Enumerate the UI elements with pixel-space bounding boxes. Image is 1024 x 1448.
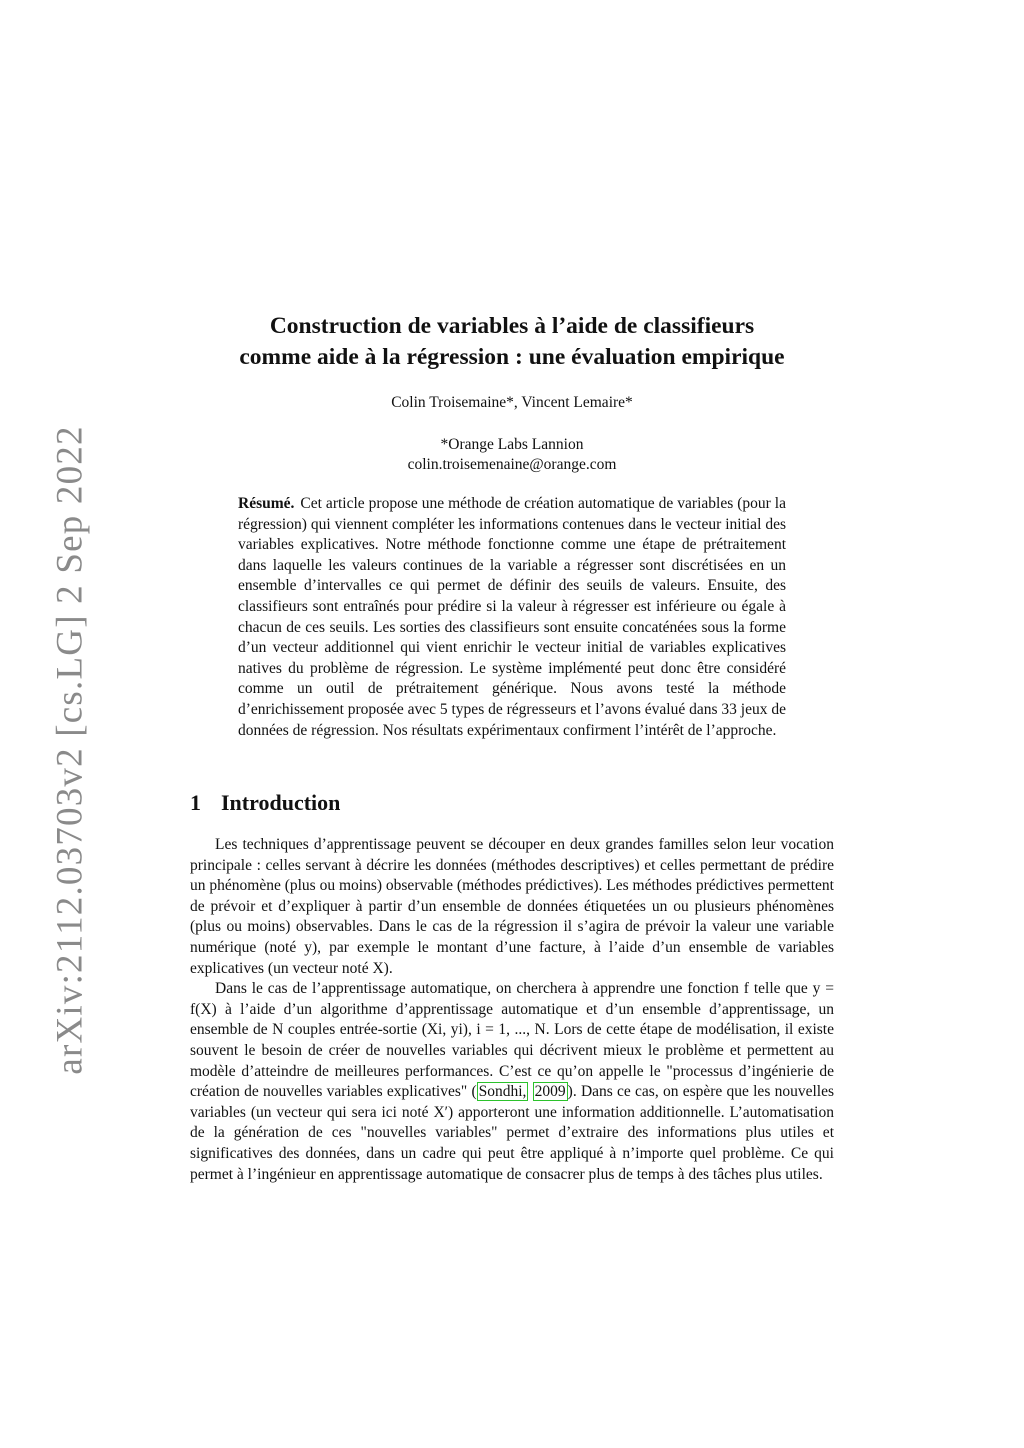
- affiliation-block: [190, 435, 834, 475]
- abstract-label: Résumé.: [238, 495, 295, 512]
- paragraph-2-text: Dans le cas de l’apprentissage automatique, on cherchera à apprendre une fonction f telle que y = f(X) à l’aide d’un algorithme d’apprentissage automatique et d’un ensemble d’apprentissage, un ensemble de N couples entrée-sortie (Xi, yi), i = 1, ..., N. Lors de cette étape de modélisation, il existe souvent le besoin de créer de nouvelles variables qui décrivent mieux le problème et permettent au modèle d’atteindre de meilleures performances. C’est ce qu’on appelle le "processus d’ingénierie de création de nouvelles variables explicatives" (: [190, 980, 834, 1101]
- section-number: 1: [190, 790, 201, 815]
- citation-link-author[interactable]: Sondhi,: [478, 1083, 527, 1101]
- title-line-2: comme aide à la régression : une évaluation empirique: [239, 344, 785, 370]
- paragraph-2: [190, 979, 834, 1185]
- arxiv-identifier-stamp: arXiv:2112.03703v2 [cs.LG] 2 Sep 2022: [49, 425, 91, 1075]
- abstract-text: Cet article propose une méthode de création automatique de variables (pour la régression) qui viennent compléter les informations contenues dans le vecteur initial des variables explicatives. Notre méthode fonctionne comme une étape de prétraitement dans laquelle les valeurs continues de la variable a régresser sont discrétisées en un ensemble d’intervalles ce qui permet de définir des seuils de valeurs. Ensuite, des classifieurs sont entraînés pour prédire si la valeur à régresser est inférieure ou égale à chacun de ces seuils. Les sorties des classifieurs sont ensuite concaténées sous la forme d’un vecteur additionnel qui vient enrichir le vecteur initial de variables explicatives natives du problème de régression. Le système implémenté peut donc être considéré comme un outil de prétraitement générique. Nous avons testé la méthode d’enrichissement proposée avec 5 types de régresseurs et l’avons évalué dans 33 jeux de données de régression. Nos résultats expérimentaux confirment l’intérêt de l’approche.: [238, 495, 786, 739]
- section-title: Introduction: [221, 790, 341, 815]
- citation-link-year[interactable]: 2009: [534, 1083, 566, 1101]
- email: colin.troisemenaine@orange.com: [407, 456, 617, 473]
- section-heading: [190, 790, 340, 816]
- introduction-body: [190, 835, 834, 1185]
- authors: Colin Troisemaine*, Vincent Lemaire*: [391, 394, 633, 411]
- affiliation: *Orange Labs Lannion: [440, 436, 584, 453]
- abstract: [238, 494, 786, 741]
- paper-title: [190, 311, 834, 373]
- title-line-1: Construction de variables à l’aide de classifieurs: [269, 313, 755, 339]
- paragraph-2-continuation: ). Dans ce cas, on espère que les nouvelles variables (un vecteur qui sera ici noté X′) apporteront une information additionnelle. L’automatisation de la génération de ces "nouvelles variables" permet d’extraire des informations plus utiles et significatives des données, dans un cadre qui peut être appliqué à n’importe quel problème. Ce qui permet à l’ingénieur en apprentissage automatique de consacrer plus de temps à des tâches plus utiles.: [190, 1083, 834, 1183]
- paragraph-1: Les techniques d’apprentissage peuvent se découper en deux grandes familles selon leur vocation principale : celles servant à décrire les données (méthodes descriptives) et celles permettant de prédire un phénomène (plus ou moins) observable (méthodes prédictives). Les méthodes prédictives permettent de prévoir et d’expliquer à partir d’un ensemble de données étiquetées un ou plusieurs phénomènes (plus ou moins) observables. Dans le cas de la régression il s’agira de prévoir la valeur une variable numérique (noté y), par exemple le montant d’une facture, à l’aide d’un ensemble de variables explicatives (un vecteur noté X).: [190, 836, 834, 977]
